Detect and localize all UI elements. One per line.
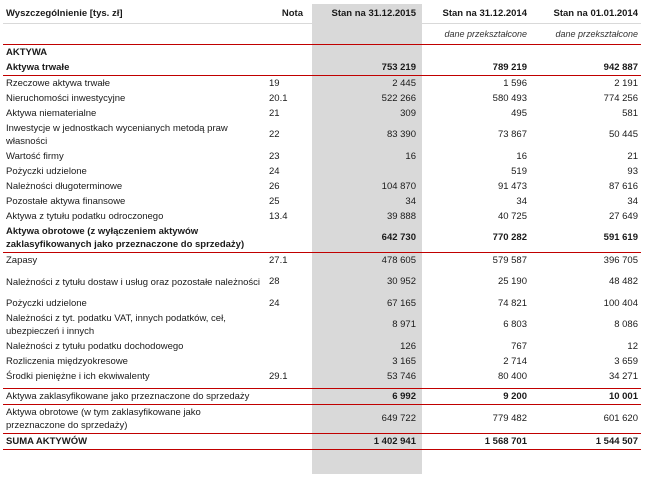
row-value-2014b: 774 256 (603, 92, 638, 104)
row-value-2014b: 21 (627, 150, 638, 162)
row-value-2014b: 34 271 (608, 370, 638, 382)
row-value-2014: 1 596 (503, 77, 527, 89)
row-value-2014: 770 282 (492, 232, 527, 243)
row-nota: 20.1 (269, 92, 288, 104)
header-2014b: Stan na 01.01.2014 (553, 7, 638, 19)
row-value-2014: 80 400 (497, 370, 527, 382)
table-row (3, 106, 641, 121)
row-label: SUMA AKTYWÓW (6, 435, 88, 447)
row-value-2014: 779 482 (492, 413, 527, 424)
row-value-2014: 34 (516, 195, 527, 207)
row-value-2014: 74 821 (497, 297, 527, 309)
row-nota (263, 354, 309, 369)
table-row (3, 268, 641, 296)
row-label: Inwestycje w jednostkach wycenianych metodą praw własności (6, 123, 228, 147)
row-label: Rozliczenia międzyokresowe (6, 355, 128, 367)
table-row (3, 76, 641, 92)
subheader-2014b: dane przekształcone (555, 29, 638, 39)
header-row (3, 4, 641, 24)
row-label: Aktywa niematerialne (6, 107, 97, 119)
row-value-2014b: 942 887 (603, 61, 638, 73)
row-value-2015: 126 (400, 340, 416, 352)
row-value-2015: 3 165 (392, 355, 416, 367)
table-row (3, 164, 641, 179)
row-value-2014: 40 725 (497, 210, 527, 222)
row-nota: 26 (269, 180, 280, 192)
table-row (3, 91, 641, 106)
header-nota: Nota (281, 7, 303, 19)
row-value-2015: 478 605 (381, 254, 416, 266)
row-value-2014b: 591 619 (603, 232, 638, 243)
row-label: Aktywa obrotowe (w tym zaklasyfikowane jako przeznaczone do sprzedaży) (6, 407, 201, 431)
row-label: Pożyczki udzielone (6, 165, 87, 177)
row-label: Nieruchomości inwestycyjne (6, 92, 126, 104)
header-label: Wyszczególnienie [tys. zł] (6, 7, 123, 19)
row-value-2014b: 2 191 (614, 77, 638, 89)
row-value-2014: 580 493 (492, 92, 527, 104)
row-nota: 25 (269, 195, 280, 207)
row-value-2014: 495 (511, 107, 527, 119)
row-value-2014: 16 (516, 150, 527, 162)
row-value-2015: 67 165 (386, 297, 416, 309)
row-value-2014b: 581 (622, 107, 638, 119)
row-value-2014b: 1 544 507 (595, 435, 638, 447)
row-nota: 23 (269, 150, 280, 162)
row-label: Wartość firmy (6, 150, 64, 162)
row-nota: 22 (269, 129, 280, 140)
row-nota: 21 (269, 107, 280, 119)
row-label: Aktywa trwałe (6, 61, 70, 73)
row-value-2014b: 100 404 (603, 297, 638, 309)
row-value-2014b: 12 (627, 340, 638, 352)
row-value-2014b: 93 (627, 165, 638, 177)
table-row (3, 369, 641, 384)
row-value-2014b: 396 705 (603, 254, 638, 266)
row-value-2015: 649 722 (381, 413, 416, 424)
row-value-2014b: 50 445 (608, 129, 638, 140)
row-value-2014b: 27 649 (608, 210, 638, 222)
row-value-2014b: 3 659 (614, 355, 638, 367)
row-nota (263, 311, 309, 339)
row-nota: 28 (269, 276, 280, 287)
row-nota (263, 434, 309, 450)
row-value-2015: 39 888 (386, 210, 416, 222)
header-2014: Stan na 31.12.2014 (442, 7, 527, 19)
row-label: Pozostałe aktywa finansowe (6, 195, 126, 207)
row-value-2015: 2 445 (392, 77, 416, 89)
table-row (3, 194, 641, 209)
row-nota (263, 405, 309, 434)
row-label: Aktywa z tytułu podatku odroczonego (6, 210, 164, 222)
table-row (3, 253, 641, 269)
row-value-2014: 2 714 (503, 355, 527, 367)
row-value-2015: 1 402 941 (373, 435, 416, 447)
row-value-2014: 25 190 (497, 276, 527, 287)
header-2015: Stan na 31.12.2015 (331, 7, 416, 19)
section-row (3, 45, 641, 61)
table-row (3, 296, 641, 311)
row-nota: 29.1 (269, 370, 288, 382)
balance-sheet (3, 4, 641, 450)
table-row (3, 339, 641, 354)
row-label: Zapasy (6, 254, 38, 266)
row-nota (263, 60, 309, 76)
table-row (3, 224, 641, 253)
row-value-2014: 91 473 (497, 180, 527, 192)
row-value-2014: 579 587 (492, 254, 527, 266)
row-label: Należności długoterminowe (6, 180, 123, 192)
row-value-2015: 309 (400, 107, 416, 119)
row-value-2014: 9 200 (503, 390, 527, 402)
row-value-2014: 73 867 (497, 129, 527, 140)
row-nota: 13.4 (269, 210, 288, 222)
row-label: Pożyczki udzielone (6, 297, 87, 309)
row-value-2014b: 34 (627, 195, 638, 207)
row-value-2015: 16 (405, 150, 416, 162)
row-label: Środki pieniężne i ich ekwiwalenty (6, 370, 150, 382)
row-value-2015: 53 746 (386, 370, 416, 382)
row-nota: 27.1 (269, 254, 288, 266)
row-label: Aktywa obrotowe (z wyłączeniem aktywów zaklasyfikowanych jako przeznaczone do sprzedaży) (6, 226, 245, 250)
row-nota: 24 (269, 297, 280, 309)
table-row (3, 389, 641, 405)
row-nota: 24 (269, 165, 280, 177)
row-label: Aktywa zaklasyfikowane jako przeznaczone do sprzedaży (6, 390, 250, 402)
row-value-2015: 522 266 (381, 92, 416, 104)
table-row (3, 149, 641, 164)
row-nota: 19 (269, 77, 280, 89)
row-value-2015: 6 992 (392, 390, 416, 402)
row-nota (263, 339, 309, 354)
row-value-2015: 104 870 (381, 180, 416, 192)
row-value-2015: 30 952 (386, 276, 416, 287)
row-value-2015: 8 971 (392, 319, 416, 330)
row-value-2014: 6 803 (503, 319, 527, 330)
table-row (3, 209, 641, 224)
row-nota (263, 389, 309, 405)
row-value-2015: 34 (405, 195, 416, 207)
subheader-row (3, 24, 641, 45)
row-value-2015 (309, 164, 419, 179)
row-label: Należności z tytułu podatku dochodowego (6, 340, 184, 352)
row-label: Należności z tyt. podatku VAT, innych podatków, ceł, ubezpieczeń i innych (6, 313, 226, 337)
table-row (3, 121, 641, 149)
table-row (3, 60, 641, 76)
table-row (3, 405, 641, 434)
row-value-2014b: 8 086 (614, 319, 638, 330)
table-row (3, 354, 641, 369)
row-value-2014b: 601 620 (603, 413, 638, 424)
row-value-2014b: 10 001 (608, 390, 638, 402)
row-value-2014: 789 219 (492, 61, 527, 73)
row-nota (263, 224, 309, 253)
row-value-2014: 1 568 701 (484, 435, 527, 447)
row-value-2014b: 48 482 (608, 276, 638, 287)
row-value-2014b: 87 616 (608, 180, 638, 192)
table-row (3, 179, 641, 194)
row-value-2014: 519 (511, 165, 527, 177)
table-row (3, 434, 641, 450)
table-row (3, 311, 641, 339)
subheader-2014: dane przekształcone (444, 29, 527, 39)
row-value-2015: 753 219 (381, 61, 416, 73)
row-label: Należności z tytułu dostaw i usług oraz pozostałe należności (6, 276, 260, 288)
row-label: Rzeczowe aktywa trwałe (6, 77, 111, 89)
section-title: AKTYWA (6, 46, 48, 58)
row-value-2014: 767 (511, 340, 527, 352)
row-value-2015: 83 390 (386, 129, 416, 140)
row-value-2015: 642 730 (381, 232, 416, 243)
assets-table (3, 4, 641, 450)
